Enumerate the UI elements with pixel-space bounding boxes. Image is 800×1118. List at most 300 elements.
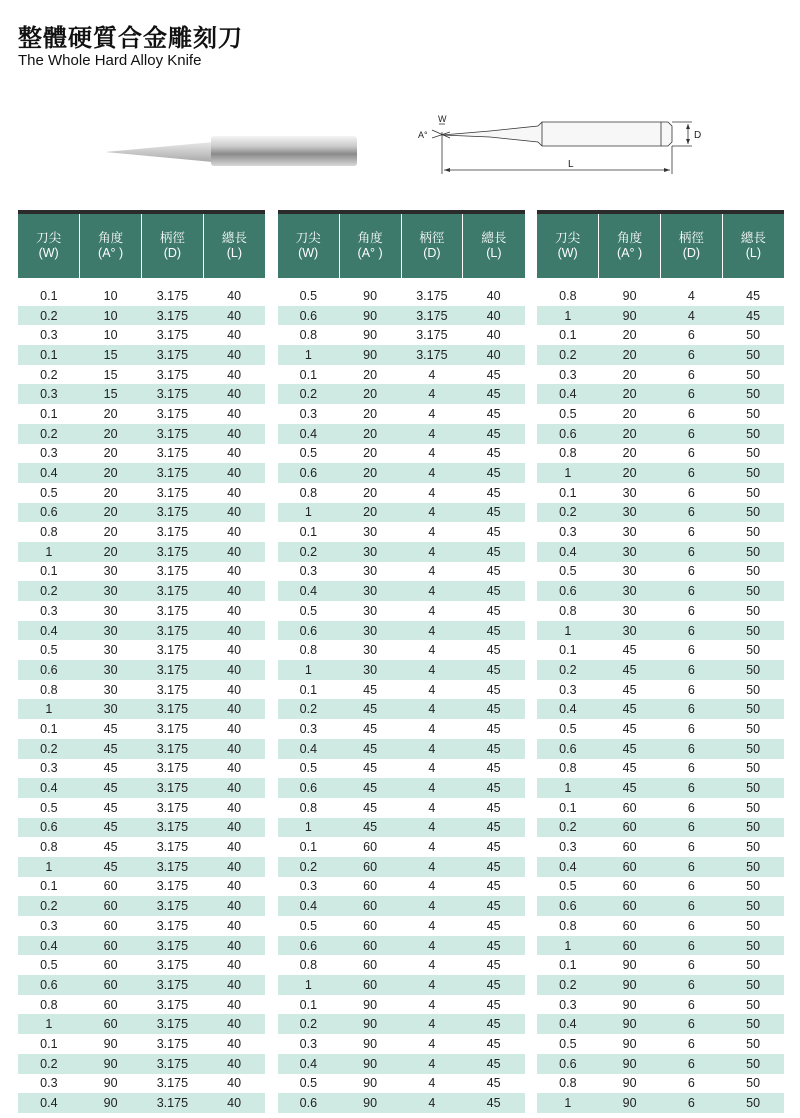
cell-angle: 30: [80, 699, 142, 719]
table-row: [18, 601, 265, 621]
cell-angle: 45: [339, 739, 401, 759]
cell-shank-diameter: 6: [661, 542, 723, 562]
table-row: [18, 699, 265, 719]
cell-total-length: 40: [227, 1036, 242, 1051]
cell-angle: 90: [339, 1093, 401, 1113]
table-row: [18, 503, 265, 523]
cell-total-length: 50: [722, 621, 784, 641]
table-row: [18, 837, 265, 857]
cell-angle: 60: [622, 879, 637, 894]
cell-tip-width: 0.1: [559, 800, 577, 815]
cell-total-length: 45: [463, 896, 525, 916]
cell-angle: 30: [103, 682, 118, 697]
cell-total-length: 50: [722, 1014, 784, 1034]
cell-angle: 10: [103, 288, 118, 303]
table-row: [18, 306, 265, 326]
cell-shank-diameter: 3.175: [142, 818, 204, 838]
table-row: [18, 325, 265, 345]
cell-total-length: 40: [227, 840, 242, 855]
cell-tip-width: 1: [537, 306, 599, 326]
cell-total-length: 40: [227, 328, 242, 343]
table-row: [537, 660, 784, 680]
cell-angle: 20: [103, 406, 118, 421]
cell-angle: 30: [622, 603, 637, 618]
cell-shank-diameter: 3.175: [416, 328, 448, 343]
cell-tip-width: 0.2: [537, 975, 599, 995]
cell-total-length: 40: [227, 721, 242, 736]
cell-tip-width: 0.4: [18, 778, 80, 798]
cell-total-length: 50: [722, 975, 784, 995]
table-row: [278, 463, 525, 483]
cell-angle: 60: [80, 896, 142, 916]
cell-shank-diameter: 4: [428, 643, 436, 658]
label-diameter: D: [694, 130, 702, 141]
spec-table-2: [278, 210, 525, 1113]
cell-total-length: 45: [463, 1093, 525, 1113]
cell-angle: 30: [363, 643, 378, 658]
cell-shank-diameter: 4: [428, 603, 436, 618]
cell-shank-diameter: 6: [661, 778, 723, 798]
cell-tip-width: 0.4: [18, 463, 80, 483]
cell-total-length: 50: [746, 603, 761, 618]
cell-angle: 15: [103, 367, 118, 382]
cell-tip-width: 0.1: [40, 288, 58, 303]
table-row: [278, 916, 525, 936]
cell-tip-width: 0.6: [278, 1093, 340, 1113]
table-row: [18, 424, 265, 444]
cell-tip-width: 0.1: [40, 1036, 58, 1051]
cell-total-length: 45: [463, 660, 525, 680]
cell-total-length: 40: [227, 800, 242, 815]
table-row: [18, 759, 265, 779]
cell-tip-width: 0.1: [559, 328, 577, 343]
cell-total-length: 40: [203, 936, 265, 956]
cell-tip-width: 0.3: [299, 721, 318, 736]
cell-angle: 90: [622, 288, 637, 303]
cell-tip-width: 0.6: [537, 581, 599, 601]
cell-total-length: 45: [463, 818, 525, 838]
table-row: [278, 739, 525, 759]
table-row: [18, 522, 265, 542]
cell-shank-diameter: 3.175: [156, 761, 189, 776]
cell-angle: 60: [103, 879, 118, 894]
cell-tip-width: 0.3: [40, 446, 58, 461]
cell-angle: 90: [80, 1093, 142, 1113]
cell-shank-diameter: 4: [401, 542, 463, 562]
cell-tip-width: 0.3: [299, 564, 318, 579]
cell-angle: 20: [599, 463, 661, 483]
cell-shank-diameter: 4: [401, 463, 463, 483]
cell-angle: 45: [80, 739, 142, 759]
cell-total-length: 50: [722, 345, 784, 365]
table-row: [18, 1093, 265, 1113]
cell-tip-width: 0.8: [299, 485, 318, 500]
cell-angle: 60: [599, 818, 661, 838]
cell-angle: 30: [599, 542, 661, 562]
table-row: [18, 719, 265, 739]
cell-tip-width: 0.2: [278, 857, 340, 877]
cell-total-length: 40: [486, 288, 501, 303]
table-row: [278, 857, 525, 877]
cell-shank-diameter: 6: [687, 918, 695, 933]
cell-total-length: 45: [486, 603, 501, 618]
table-row: [278, 1074, 525, 1094]
cell-total-length: 40: [227, 997, 242, 1012]
cell-shank-diameter: 3.175: [142, 1014, 204, 1034]
table-row: [18, 955, 265, 975]
cell-total-length: 40: [227, 446, 242, 461]
table-row: [18, 778, 265, 798]
cell-total-length: 40: [227, 682, 242, 697]
cell-total-length: 40: [227, 958, 242, 973]
cell-total-length: 50: [746, 1076, 761, 1091]
cell-tip-width: 0.8: [299, 958, 318, 973]
spec-tables: [18, 210, 784, 1113]
cell-angle: 10: [80, 306, 142, 326]
table-row: [18, 857, 265, 877]
table-row: [278, 1054, 525, 1074]
cell-shank-diameter: 6: [687, 958, 695, 973]
cell-shank-diameter: 3.175: [156, 1036, 189, 1051]
cell-shank-diameter: 3.175: [156, 682, 189, 697]
table-row: [278, 325, 525, 345]
cell-shank-diameter: 4: [428, 367, 436, 382]
cell-shank-diameter: 3.175: [156, 879, 189, 894]
cell-angle: 60: [103, 918, 118, 933]
table-row: [278, 680, 525, 700]
cell-angle: 60: [103, 958, 118, 973]
cell-shank-diameter: 6: [661, 818, 723, 838]
cell-tip-width: 0.3: [40, 603, 58, 618]
cell-total-length: 45: [463, 778, 525, 798]
cell-shank-diameter: 4: [687, 288, 695, 303]
cell-total-length: 45: [486, 879, 501, 894]
cell-tip-width: 0.1: [299, 997, 318, 1012]
cell-shank-diameter: 6: [661, 621, 723, 641]
cell-tip-width: 1: [537, 621, 599, 641]
cell-tip-width: 0.8: [40, 682, 58, 697]
cell-shank-diameter: 6: [687, 328, 695, 343]
cell-angle: 20: [80, 463, 142, 483]
table-row: [537, 345, 784, 365]
cell-tip-width: 0.8: [40, 840, 58, 855]
cell-total-length: 45: [486, 446, 501, 461]
table-row: [537, 680, 784, 700]
cell-tip-width: 0.5: [299, 1076, 318, 1091]
cell-angle: 90: [80, 1054, 142, 1074]
table-row: [278, 621, 525, 641]
cell-shank-diameter: 3.175: [156, 997, 189, 1012]
cell-angle: 90: [339, 1054, 401, 1074]
cell-tip-width: 0.8: [40, 997, 58, 1012]
cell-total-length: 50: [722, 503, 784, 523]
cell-total-length: 50: [722, 424, 784, 444]
cell-angle: 90: [363, 1036, 378, 1051]
cell-shank-diameter: 6: [661, 503, 723, 523]
cell-angle: 15: [80, 345, 142, 365]
cell-tip-width: 1: [537, 1093, 599, 1113]
cell-angle: 45: [622, 643, 637, 658]
cell-tip-width: 0.6: [537, 1054, 599, 1074]
cell-angle: 30: [80, 660, 142, 680]
cell-shank-diameter: 6: [687, 840, 695, 855]
cell-angle: 90: [363, 997, 378, 1012]
cell-angle: 90: [339, 306, 401, 326]
cell-shank-diameter: 3.175: [142, 384, 204, 404]
spec-table-1: [18, 210, 265, 1113]
cell-shank-diameter: 3.175: [156, 446, 189, 461]
table-row: [537, 286, 784, 306]
cell-angle: 60: [103, 997, 118, 1012]
table-row: [278, 345, 525, 365]
table-row: [537, 325, 784, 345]
cell-tip-width: 0.6: [537, 896, 599, 916]
cell-tip-width: 0.2: [18, 581, 80, 601]
cell-shank-diameter: 6: [661, 1054, 723, 1074]
cell-tip-width: 0.1: [559, 958, 577, 973]
table-row: [278, 778, 525, 798]
cell-shank-diameter: 4: [428, 1076, 436, 1091]
table-row: [278, 503, 525, 523]
cell-tip-width: 0.3: [299, 1036, 318, 1051]
cell-total-length: 50: [746, 800, 761, 815]
cell-angle: 60: [363, 958, 378, 973]
cell-shank-diameter: 6: [661, 660, 723, 680]
cell-total-length: 45: [486, 721, 501, 736]
table-row: [537, 444, 784, 464]
cell-tip-width: 0.8: [559, 446, 577, 461]
table-row: [537, 1093, 784, 1113]
cell-shank-diameter: 6: [661, 739, 723, 759]
cell-total-length: 50: [746, 682, 761, 697]
table-row: [278, 581, 525, 601]
cell-total-length: 40: [203, 345, 265, 365]
label-length: L: [568, 159, 574, 170]
cell-total-length: 45: [463, 699, 525, 719]
table-row: [18, 483, 265, 503]
table-row: [278, 640, 525, 660]
cell-angle: 20: [363, 446, 378, 461]
cell-angle: 90: [599, 1093, 661, 1113]
label-tip-width: W: [438, 114, 447, 124]
table-row: [278, 975, 525, 995]
cell-shank-diameter: 3.175: [142, 896, 204, 916]
cell-shank-diameter: 4: [428, 800, 436, 815]
cell-tip-width: 0.6: [278, 936, 340, 956]
cell-total-length: 45: [486, 840, 501, 855]
header-tip-width: 刀尖 (W): [18, 212, 80, 278]
cell-total-length: 50: [722, 778, 784, 798]
table-row: [537, 601, 784, 621]
cell-angle: 45: [363, 682, 378, 697]
header-angle: 角度 (A° ): [599, 212, 661, 278]
cell-shank-diameter: 3.175: [142, 306, 204, 326]
cell-tip-width: 0.6: [278, 463, 340, 483]
cell-shank-diameter: 3.175: [401, 345, 463, 365]
cell-angle: 45: [103, 800, 118, 815]
cell-angle: 30: [339, 621, 401, 641]
cell-angle: 30: [363, 603, 378, 618]
cell-shank-diameter: 6: [687, 682, 695, 697]
cell-shank-diameter: 3.175: [156, 958, 189, 973]
cell-angle: 90: [622, 958, 637, 973]
cell-shank-diameter: 3.175: [156, 800, 189, 815]
cell-shank-diameter: 4: [428, 1036, 436, 1051]
table-row: [278, 562, 525, 582]
table-row: [278, 798, 525, 818]
cell-angle: 20: [339, 384, 401, 404]
cell-shank-diameter: 6: [687, 997, 695, 1012]
cell-tip-width: 1: [18, 542, 80, 562]
table-row: [278, 818, 525, 838]
cell-tip-width: 0.2: [18, 739, 80, 759]
table-row: [18, 1074, 265, 1094]
cell-angle: 90: [363, 1076, 378, 1091]
cell-angle: 20: [622, 328, 637, 343]
cell-tip-width: 0.8: [559, 761, 577, 776]
header-angle: 角度 (A° ): [339, 212, 401, 278]
table-row: [18, 286, 265, 306]
table-row: [537, 877, 784, 897]
cell-shank-diameter: 4: [401, 581, 463, 601]
table-row: [537, 365, 784, 385]
cell-angle: 30: [339, 660, 401, 680]
table-row: [278, 444, 525, 464]
table-row: [537, 916, 784, 936]
cell-shank-diameter: 3.175: [142, 660, 204, 680]
cell-shank-diameter: 4: [428, 446, 436, 461]
cell-shank-diameter: 6: [661, 581, 723, 601]
table-row: [537, 640, 784, 660]
cell-shank-diameter: 3.175: [142, 975, 204, 995]
cell-tip-width: 0.1: [40, 406, 58, 421]
cell-shank-diameter: 3.175: [142, 503, 204, 523]
cell-total-length: 40: [203, 424, 265, 444]
cell-angle: 20: [339, 463, 401, 483]
cell-tip-width: 0.3: [559, 367, 577, 382]
cell-angle: 60: [599, 857, 661, 877]
cell-tip-width: 0.1: [559, 643, 577, 658]
cell-total-length: 40: [203, 621, 265, 641]
cell-angle: 90: [363, 288, 378, 303]
cell-shank-diameter: 3.175: [142, 1093, 204, 1113]
cell-tip-width: 0.1: [299, 682, 318, 697]
cell-total-length: 45: [463, 581, 525, 601]
cell-total-length: 40: [203, 975, 265, 995]
cell-tip-width: 0.5: [40, 643, 58, 658]
cell-shank-diameter: 3.175: [142, 424, 204, 444]
cell-angle: 60: [622, 800, 637, 815]
table-row: [537, 424, 784, 444]
cell-angle: 20: [599, 345, 661, 365]
cell-shank-diameter: 6: [661, 857, 723, 877]
knife-photo: [105, 128, 361, 174]
cell-angle: 45: [339, 699, 401, 719]
table-row: [18, 798, 265, 818]
cell-total-length: 45: [463, 1014, 525, 1034]
cell-total-length: 45: [722, 306, 784, 326]
table-row: [537, 837, 784, 857]
cell-shank-diameter: 4: [428, 682, 436, 697]
cell-shank-diameter: 6: [661, 699, 723, 719]
cell-tip-width: 0.4: [278, 424, 340, 444]
cell-tip-width: 0.2: [278, 384, 340, 404]
cell-tip-width: 1: [278, 503, 340, 523]
cell-shank-diameter: 4: [401, 778, 463, 798]
cell-total-length: 45: [746, 288, 761, 303]
cell-total-length: 40: [203, 306, 265, 326]
table-row: [18, 660, 265, 680]
cell-tip-width: 0.3: [40, 761, 58, 776]
cell-shank-diameter: 3.175: [142, 581, 204, 601]
table-row: [18, 995, 265, 1015]
cell-total-length: 40: [203, 896, 265, 916]
table-row: [537, 621, 784, 641]
cell-shank-diameter: 6: [687, 1036, 695, 1051]
cell-angle: 60: [339, 975, 401, 995]
cell-angle: 45: [363, 800, 378, 815]
cell-angle: 30: [599, 503, 661, 523]
cell-shank-diameter: 6: [661, 463, 723, 483]
cell-shank-diameter: 4: [428, 879, 436, 894]
cell-shank-diameter: 4: [401, 857, 463, 877]
cell-total-length: 40: [227, 761, 242, 776]
cell-total-length: 45: [486, 406, 501, 421]
cell-total-length: 45: [463, 739, 525, 759]
cell-total-length: 45: [486, 564, 501, 579]
table-row: [278, 896, 525, 916]
table-row: [278, 424, 525, 444]
cell-shank-diameter: 3.175: [142, 936, 204, 956]
table-row: [18, 916, 265, 936]
cell-total-length: 50: [746, 564, 761, 579]
cell-total-length: 50: [722, 581, 784, 601]
cell-tip-width: 0.4: [278, 581, 340, 601]
cell-shank-diameter: 3.175: [156, 918, 189, 933]
cell-total-length: 50: [722, 1054, 784, 1074]
cell-shank-diameter: 6: [687, 525, 695, 540]
cell-total-length: 45: [486, 958, 501, 973]
cell-tip-width: 0.6: [18, 503, 80, 523]
cell-shank-diameter: 3.175: [156, 721, 189, 736]
cell-total-length: 50: [722, 463, 784, 483]
cell-angle: 45: [363, 761, 378, 776]
cell-tip-width: 0.1: [559, 485, 577, 500]
cell-total-length: 40: [227, 485, 242, 500]
cell-total-length: 50: [722, 660, 784, 680]
cell-total-length: 45: [463, 503, 525, 523]
cell-shank-diameter: 6: [661, 896, 723, 916]
cell-shank-diameter: 4: [428, 840, 436, 855]
table-row: [18, 640, 265, 660]
cell-total-length: 40: [203, 1014, 265, 1034]
table-row: [278, 286, 525, 306]
cell-tip-width: 0.3: [559, 840, 577, 855]
cell-shank-diameter: 6: [687, 446, 695, 461]
cell-total-length: 40: [227, 564, 242, 579]
knife-diagram: [410, 110, 710, 186]
cell-total-length: 45: [486, 367, 501, 382]
table-row: [18, 975, 265, 995]
cell-tip-width: 0.4: [18, 936, 80, 956]
table-row: [18, 404, 265, 424]
cell-angle: 60: [599, 896, 661, 916]
table-row: [537, 739, 784, 759]
cell-angle: 60: [363, 840, 378, 855]
cell-shank-diameter: 4: [661, 306, 723, 326]
table-row: [537, 995, 784, 1015]
cell-total-length: 45: [486, 918, 501, 933]
